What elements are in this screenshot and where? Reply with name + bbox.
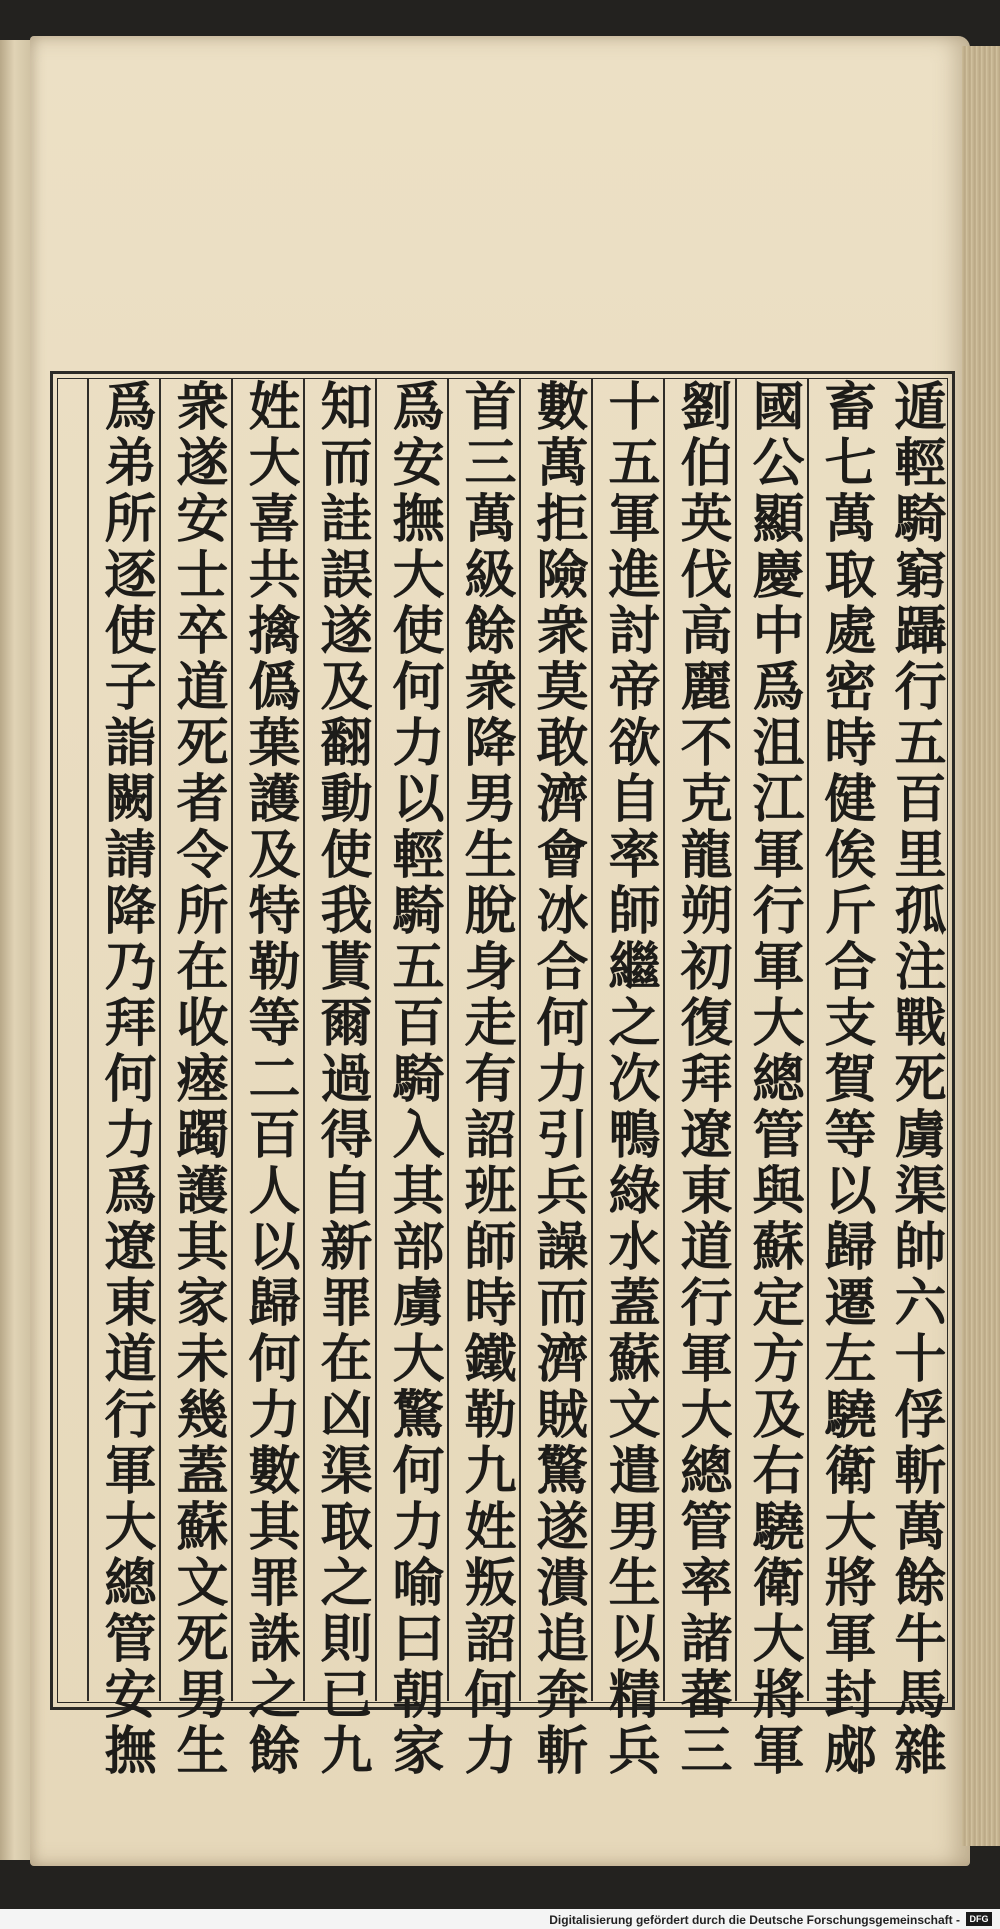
text-column-2 [807,379,879,1779]
text-column-11 [159,379,231,1779]
column-text: 劉伯英伐高麗不克龍朔初復拜遼東道行軍大總管率諸蕃三 [671,379,732,1779]
digitization-footer [0,1909,1000,1929]
column-text: 十五軍進討帝欲自率師繼之次鴨綠水蓋蘇文遣男生以精兵 [599,379,660,1779]
column-text: 數萬拒險衆莫敢濟會冰合何力引兵譟而濟賊驚遂潰追奔斬 [527,379,588,1779]
text-column-3 [735,379,807,1779]
text-column-12 [87,379,159,1779]
text-column-8 [375,379,447,1779]
text-column-9 [303,379,375,1779]
column-text: 首三萬級餘衆降男生脫身走有詔班師時鐵勒九姓叛詔何力 [455,379,516,1779]
text-column-4 [663,379,735,1779]
page-edges [962,46,1000,1846]
dfg-logo-icon: DFG [966,1912,992,1926]
column-text: 衆遂安士卒道死者令所在收瘞躅護其家未幾蓋蘇文死男生 [167,379,228,1779]
column-text: 畜七萬取處密時健俟斤合支賀等以歸遷左驍衛大將軍封郕 [815,379,876,1779]
column-text: 遁輕騎窮躡行五百里孤注戰死虜渠帥六十俘斬萬餘牛馬雜 [885,379,946,1779]
column-text: 國公顯慶中爲沮江軍行軍大總管與蘇定方及右驍衛大將軍 [743,379,804,1779]
text-column-7 [447,379,519,1779]
column-text: 知而詿誤遂及翻動使我貰爾過得自新罪在凶渠取之則已九 [311,379,372,1779]
text-column-10 [231,379,303,1779]
text-column-5 [591,379,663,1779]
column-text: 姓大喜共擒僞葉護及特勒等二百人以歸何力數其罪誅之餘 [239,379,300,1779]
column-text: 爲安撫大使何力以輕騎五百騎入其部虜大驚何力喻曰朝家 [383,379,444,1779]
column-text: 爲弟所逐使子詣闕請降乃拜何力爲遼東道行軍大總管安撫 [95,379,156,1779]
credit-text: Digitalisierung gefördert durch die Deutsche Forschungsgemeinschaft - [549,1913,960,1927]
text-column-6 [519,379,591,1779]
text-column-1 [879,379,951,1779]
